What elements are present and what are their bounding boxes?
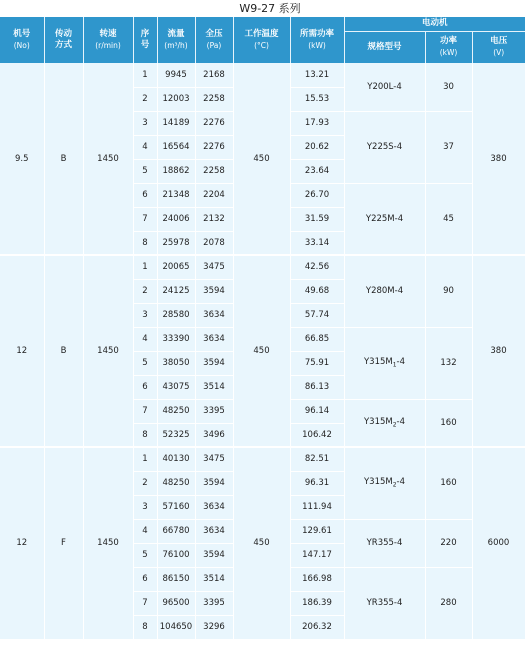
header-power-label: 功率 bbox=[439, 36, 457, 47]
flow-cell: 24125 bbox=[157, 279, 195, 303]
flow-cell: 104650 bbox=[157, 615, 195, 639]
seq-cell: 5 bbox=[133, 351, 157, 375]
seq-cell: 5 bbox=[133, 543, 157, 567]
pressure-cell: 2258 bbox=[195, 159, 233, 183]
motor-model-text: Y315M bbox=[363, 477, 393, 488]
flow-cell: 16564 bbox=[157, 135, 195, 159]
header-flow-unit: (m³/h) bbox=[164, 41, 188, 50]
power-req-cell: 57.74 bbox=[290, 303, 344, 327]
motor-model-cell bbox=[344, 519, 425, 567]
power-req-cell: 42.56 bbox=[290, 255, 344, 279]
header-temp bbox=[233, 17, 290, 63]
pressure-cell: 3475 bbox=[195, 255, 233, 279]
header-power-req-label: 所需功率 bbox=[299, 29, 334, 39]
power-req-cell: 13.21 bbox=[290, 63, 344, 87]
spec-table bbox=[0, 17, 526, 640]
motor-model-cell bbox=[344, 183, 425, 255]
pressure-cell: 2276 bbox=[195, 111, 233, 135]
seq-cell: 8 bbox=[133, 423, 157, 447]
spec-table-body bbox=[0, 63, 525, 639]
header-pressure-unit: (Pa) bbox=[206, 41, 222, 50]
motor-model-subscript: 2 bbox=[392, 421, 397, 429]
motor-model-cell bbox=[344, 399, 425, 447]
pressure-cell: 3594 bbox=[195, 471, 233, 495]
pressure-cell: 3594 bbox=[195, 543, 233, 567]
flow-cell: 43075 bbox=[157, 375, 195, 399]
header-machine-no-label: 机号 bbox=[13, 29, 31, 39]
seq-cell: 3 bbox=[133, 111, 157, 135]
pressure-cell: 2078 bbox=[195, 231, 233, 255]
seq-cell: 3 bbox=[133, 495, 157, 519]
motor-model-subscript: 1 bbox=[392, 361, 397, 369]
motor-model-suffix: -4 bbox=[396, 477, 406, 488]
motor-model-cell bbox=[344, 327, 425, 399]
flow-cell: 52325 bbox=[157, 423, 195, 447]
pressure-cell: 3496 bbox=[195, 423, 233, 447]
seq-cell: 1 bbox=[133, 255, 157, 279]
header-temp-unit: (°C) bbox=[254, 41, 269, 50]
pressure-cell: 3296 bbox=[195, 615, 233, 639]
drive-cell: B bbox=[44, 63, 83, 255]
header-seq-label: 序 bbox=[140, 29, 150, 39]
power-req-cell: 31.59 bbox=[290, 207, 344, 231]
header-model bbox=[344, 31, 425, 63]
table-row bbox=[0, 63, 525, 87]
power-req-cell: 66.85 bbox=[290, 327, 344, 351]
header-seq bbox=[133, 17, 157, 63]
flow-cell: 38050 bbox=[157, 351, 195, 375]
motor-model-text: Y200L-4 bbox=[367, 81, 402, 92]
motor-power-cell: 45 bbox=[425, 183, 472, 255]
machine-no-cell: 9.5 bbox=[0, 63, 44, 255]
speed-cell: 1450 bbox=[83, 447, 133, 639]
power-req-cell: 166.98 bbox=[290, 567, 344, 591]
pressure-cell: 3634 bbox=[195, 519, 233, 543]
table-row bbox=[0, 255, 525, 279]
pressure-cell: 3634 bbox=[195, 327, 233, 351]
header-drive-label-2: 方式 bbox=[54, 40, 72, 50]
motor-model-text: Y225S-4 bbox=[366, 142, 403, 152]
header-voltage-label: 电压 bbox=[490, 36, 508, 47]
power-req-cell: 75.91 bbox=[290, 351, 344, 375]
header-flow-label: 流量 bbox=[167, 29, 185, 39]
pressure-cell: 2276 bbox=[195, 135, 233, 159]
motor-power-cell: 132 bbox=[425, 327, 472, 399]
power-req-cell: 15.53 bbox=[290, 87, 344, 111]
speed-cell: 1450 bbox=[83, 63, 133, 255]
motor-model-text: YR355-4 bbox=[366, 538, 403, 548]
seq-cell: 6 bbox=[133, 567, 157, 591]
header-pressure-label: 全压 bbox=[205, 29, 223, 39]
flow-cell: 24006 bbox=[157, 207, 195, 231]
power-req-cell: 26.70 bbox=[290, 183, 344, 207]
motor-power-cell: 30 bbox=[425, 63, 472, 111]
pressure-cell: 3514 bbox=[195, 375, 233, 399]
seq-cell: 7 bbox=[133, 207, 157, 231]
motor-model-text: YR355-4 bbox=[366, 598, 403, 608]
flow-cell: 28580 bbox=[157, 303, 195, 327]
power-req-cell: 111.94 bbox=[290, 495, 344, 519]
motor-power-cell: 90 bbox=[425, 255, 472, 327]
seq-cell: 5 bbox=[133, 159, 157, 183]
motor-power-cell: 37 bbox=[425, 111, 472, 183]
pressure-cell: 3475 bbox=[195, 447, 233, 471]
pressure-cell: 2258 bbox=[195, 87, 233, 111]
motor-power-cell: 280 bbox=[425, 567, 472, 639]
header-speed bbox=[83, 17, 133, 63]
header-power-unit: (kW) bbox=[439, 48, 458, 58]
motor-model-cell bbox=[344, 447, 425, 519]
power-req-cell: 206.32 bbox=[290, 615, 344, 639]
motor-model-text: Y315M bbox=[363, 357, 393, 368]
drive-cell: B bbox=[44, 255, 83, 447]
header-voltage bbox=[472, 31, 525, 63]
seq-cell: 3 bbox=[133, 303, 157, 327]
header-drive bbox=[44, 17, 83, 63]
temp-cell: 450 bbox=[233, 255, 290, 447]
power-req-cell: 17.93 bbox=[290, 111, 344, 135]
flow-cell: 86150 bbox=[157, 567, 195, 591]
pressure-cell: 3395 bbox=[195, 399, 233, 423]
voltage-cell: 380 bbox=[472, 255, 525, 447]
motor-model-suffix: -4 bbox=[396, 357, 406, 368]
seq-cell: 4 bbox=[133, 135, 157, 159]
header-voltage-unit: (V) bbox=[493, 48, 505, 58]
motor-power-cell: 220 bbox=[425, 519, 472, 567]
power-req-cell: 20.62 bbox=[290, 135, 344, 159]
seq-cell: 2 bbox=[133, 87, 157, 111]
seq-cell: 8 bbox=[133, 615, 157, 639]
header-temp-label: 工作温度 bbox=[244, 29, 279, 39]
machine-no-cell: 12 bbox=[0, 447, 44, 639]
flow-cell: 40130 bbox=[157, 447, 195, 471]
power-req-cell: 96.31 bbox=[290, 471, 344, 495]
header-drive-label: 传动 bbox=[54, 29, 72, 39]
motor-model-subscript: 2 bbox=[392, 482, 397, 490]
flow-cell: 57160 bbox=[157, 495, 195, 519]
flow-cell: 18862 bbox=[157, 159, 195, 183]
power-req-cell: 33.14 bbox=[290, 231, 344, 255]
seq-cell: 7 bbox=[133, 591, 157, 615]
header-speed-unit: (r/min) bbox=[95, 41, 121, 50]
motor-model-cell bbox=[344, 255, 425, 327]
motor-model-cell bbox=[344, 63, 425, 111]
power-req-cell: 129.61 bbox=[290, 519, 344, 543]
seq-cell: 2 bbox=[133, 471, 157, 495]
pressure-cell: 3395 bbox=[195, 591, 233, 615]
seq-cell: 7 bbox=[133, 399, 157, 423]
temp-cell: 450 bbox=[233, 63, 290, 255]
motor-model-suffix: -4 bbox=[396, 416, 406, 427]
power-req-cell: 82.51 bbox=[290, 447, 344, 471]
power-req-cell: 186.39 bbox=[290, 591, 344, 615]
pressure-cell: 2204 bbox=[195, 183, 233, 207]
seq-cell: 1 bbox=[133, 447, 157, 471]
flow-cell: 96500 bbox=[157, 591, 195, 615]
motor-model-cell bbox=[344, 567, 425, 639]
power-req-cell: 96.14 bbox=[290, 399, 344, 423]
seq-cell: 6 bbox=[133, 375, 157, 399]
flow-cell: 25978 bbox=[157, 231, 195, 255]
pressure-cell: 3634 bbox=[195, 303, 233, 327]
motor-model-text: Y225M-4 bbox=[365, 213, 404, 224]
table-title: W9-27 系列 bbox=[239, 2, 301, 15]
flow-cell: 14189 bbox=[157, 111, 195, 135]
header-machine-no bbox=[0, 17, 44, 63]
seq-cell: 4 bbox=[133, 327, 157, 351]
header-flow bbox=[157, 17, 195, 63]
pressure-cell: 3514 bbox=[195, 567, 233, 591]
header-motor: 电动机 bbox=[344, 17, 525, 31]
flow-cell: 76100 bbox=[157, 543, 195, 567]
seq-cell: 4 bbox=[133, 519, 157, 543]
pressure-cell: 3634 bbox=[195, 495, 233, 519]
flow-cell: 9945 bbox=[157, 63, 195, 87]
flow-cell: 33390 bbox=[157, 327, 195, 351]
voltage-cell: 380 bbox=[472, 63, 525, 255]
flow-cell: 66780 bbox=[157, 519, 195, 543]
header-machine-no-unit: (No) bbox=[13, 41, 30, 50]
header-power-req-unit: (kW) bbox=[308, 41, 326, 50]
power-req-cell: 86.13 bbox=[290, 375, 344, 399]
table-row bbox=[0, 447, 525, 471]
header-model-label: 规格型号 bbox=[367, 41, 402, 52]
header-pressure bbox=[195, 17, 233, 63]
seq-cell: 8 bbox=[133, 231, 157, 255]
flow-cell: 20065 bbox=[157, 255, 195, 279]
motor-power-cell: 160 bbox=[425, 447, 472, 519]
seq-cell: 6 bbox=[133, 183, 157, 207]
power-req-cell: 49.68 bbox=[290, 279, 344, 303]
pressure-cell: 3594 bbox=[195, 351, 233, 375]
motor-model-cell bbox=[344, 111, 425, 183]
power-req-cell: 23.64 bbox=[290, 159, 344, 183]
temp-cell: 450 bbox=[233, 447, 290, 639]
flow-cell: 12003 bbox=[157, 87, 195, 111]
motor-model-text: Y280M-4 bbox=[365, 286, 404, 297]
header-speed-label: 转速 bbox=[99, 29, 117, 39]
pressure-cell: 2132 bbox=[195, 207, 233, 231]
header-power bbox=[425, 31, 472, 63]
seq-cell: 1 bbox=[133, 63, 157, 87]
power-req-cell: 106.42 bbox=[290, 423, 344, 447]
header-power-req bbox=[290, 17, 344, 63]
drive-cell: F bbox=[44, 447, 83, 639]
speed-cell: 1450 bbox=[83, 255, 133, 447]
pressure-cell: 3594 bbox=[195, 279, 233, 303]
power-req-cell: 147.17 bbox=[290, 543, 344, 567]
motor-model-text: Y315M bbox=[363, 416, 393, 427]
seq-cell: 2 bbox=[133, 279, 157, 303]
motor-power-cell: 160 bbox=[425, 399, 472, 447]
flow-cell: 48250 bbox=[157, 399, 195, 423]
machine-no-cell: 12 bbox=[0, 255, 44, 447]
voltage-cell: 6000 bbox=[472, 447, 525, 639]
pressure-cell: 2168 bbox=[195, 63, 233, 87]
flow-cell: 48250 bbox=[157, 471, 195, 495]
flow-cell: 21348 bbox=[157, 183, 195, 207]
header-seq-label-2: 号 bbox=[140, 40, 150, 50]
